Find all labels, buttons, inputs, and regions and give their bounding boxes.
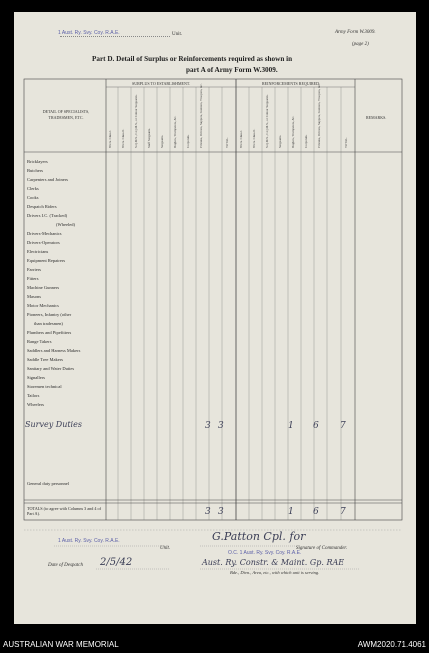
row-label: Cooks — [27, 195, 39, 200]
date-label: Date of Despatch — [48, 563, 83, 568]
row-label: Sanitary and Water Duties — [27, 366, 75, 371]
form-reference: Army Form W.3009. — [335, 30, 376, 35]
totals-reinf-corporals: 1 — [288, 507, 294, 517]
credit-left: AUSTRALIAN WAR MEMORIAL — [3, 640, 119, 649]
survey-surplus-privates: 3 — [205, 421, 211, 431]
row-label: Plumbers and Pipefitters — [27, 330, 72, 335]
row-label: Carpenters and Joiners — [27, 177, 68, 182]
totals-reinf-total: 7 — [340, 507, 346, 517]
row-label: Storemen technical — [27, 384, 62, 389]
row-label: Tailors — [27, 393, 40, 398]
footer-unit-stamp: 1 Aust. Ry. Svy. Coy. R.A.E. — [58, 538, 120, 544]
footer-unit-label: Unit. — [160, 546, 171, 551]
totals-surplus-total: 3 — [218, 507, 224, 517]
totals-label: TOTALS (to agree with Columns 3 and 4 of Part A). — [27, 506, 102, 516]
totals-surplus-privates: 3 — [205, 507, 211, 517]
surplus-col-5: Sergeants. — [160, 134, 164, 148]
unit-label: Unit. — [172, 32, 183, 37]
reinforcements-header: REINFORCEMENTS REQUIRED. — [262, 81, 321, 86]
surplus-col-total: TOTAL. — [225, 137, 229, 148]
surplus-header: SURPLUS TO ESTABLISHMENT. — [132, 81, 191, 86]
row-label: Clerks — [27, 186, 39, 191]
row-label: Farriers — [27, 267, 41, 272]
reinf-col-2: W.Os. Class II. — [252, 128, 256, 148]
row-label: Pioneers, Infantry (other — [27, 312, 72, 317]
row-label: Drivers-Mechanics — [27, 231, 62, 236]
row-label: Range Takers — [27, 339, 52, 344]
row-label: Signallers — [27, 375, 45, 380]
unit-stamp: 1 Aust. Ry. Svy. Coy. R.A.E. — [58, 30, 120, 36]
signature-label: Signature of Commander. — [296, 546, 348, 551]
surplus-col-1: W.Os. Class I. — [108, 129, 112, 148]
reinf-col-6: Corporals. — [304, 134, 308, 148]
reinf-col-7: Privates, Drivers, Sappers, Gunners, Troopers, &c. — [317, 83, 321, 148]
surplus-col-6: Buglers, Trumpeters, &c. — [173, 115, 177, 148]
row-label: Bricklayers — [27, 159, 48, 164]
row-label: (Wheeled) — [56, 222, 75, 227]
row-label: Electricians — [27, 249, 49, 254]
row-label: Despatch Riders — [27, 204, 57, 209]
survey-reinf-corporals: 1 — [288, 421, 294, 431]
formation-label: Bde., Divn., Area, etc., with which unit is serving. — [230, 570, 320, 575]
remarks-header: REMARKS. — [366, 115, 387, 120]
reinf-col-1: W.Os. Class I. — [239, 129, 243, 148]
surplus-col-8: Privates, Drivers, Sappers, Gunners, Troopers, &c. — [199, 83, 203, 148]
reinf-col-5: Buglers, Trumpeters, &c. — [291, 115, 295, 148]
surplus-col-3: S.Q.M.S., C.Q.M.S., or Colour Sergeants. — [134, 94, 138, 148]
survey-surplus-total: 3 — [218, 421, 224, 431]
oc-stamp: O.C. 1 Aust. Ry. Svy. Coy. R.A.E. — [228, 550, 302, 556]
row-label: Motor Mechanics — [27, 303, 59, 308]
survey-reinf-total: 7 — [340, 421, 346, 431]
date-value: 2/5/42 — [100, 557, 133, 568]
reinf-col-total: TOTAL. — [344, 137, 348, 148]
row-label: Wheelers — [27, 402, 44, 407]
row-label: Saddlers and Harness Makers — [27, 348, 81, 353]
survey-duties-label: Survey Duties — [25, 420, 82, 429]
form-title-line1: Part D. Detail of Surplus or Reinforcements required as shown in — [92, 55, 293, 63]
row-label: Saddle Tree Makers — [27, 357, 63, 362]
reinf-col-3: S.Q.M.S., C.Q.M.S., or Colour Sergeants. — [265, 94, 269, 148]
page-reference: (page 2) — [352, 42, 369, 47]
row-label: Butchers — [27, 168, 43, 173]
reinf-col-4: Sergeants. — [278, 134, 282, 148]
form-title-line2: part A of Army Form W.3009. — [186, 66, 278, 74]
row-label: than tradesmen) — [34, 321, 63, 326]
commander-signature: G.Patton Cpl. for — [212, 530, 306, 543]
row-label: Fitters — [27, 276, 39, 281]
formation-handwritten: Aust. Ry. Constr. & Maint. Gp. RAE — [202, 558, 345, 567]
surplus-col-7: Corporals. — [186, 134, 190, 148]
general-duty-label: General duty personnel — [27, 481, 69, 486]
survey-reinf-privates: 6 — [313, 421, 319, 431]
surplus-col-2: W.Os. Class II. — [121, 128, 125, 148]
row-label: Machine Gunners — [27, 285, 60, 290]
row-label: Drivers-Operators — [27, 240, 60, 245]
row-label: Equipment Repairers — [27, 258, 66, 263]
row-label: Drivers I.C. (Tracked) — [27, 213, 68, 218]
detail-header: DETAIL OF SPECIALISTS, TRADESMEN, ETC. — [42, 109, 90, 120]
row-label: Masons — [27, 294, 42, 299]
totals-reinf-privates: 6 — [313, 507, 319, 517]
surplus-col-4: Staff Sergeants. — [147, 127, 151, 148]
credit-right: AWM2020.71.4061 — [357, 640, 426, 649]
